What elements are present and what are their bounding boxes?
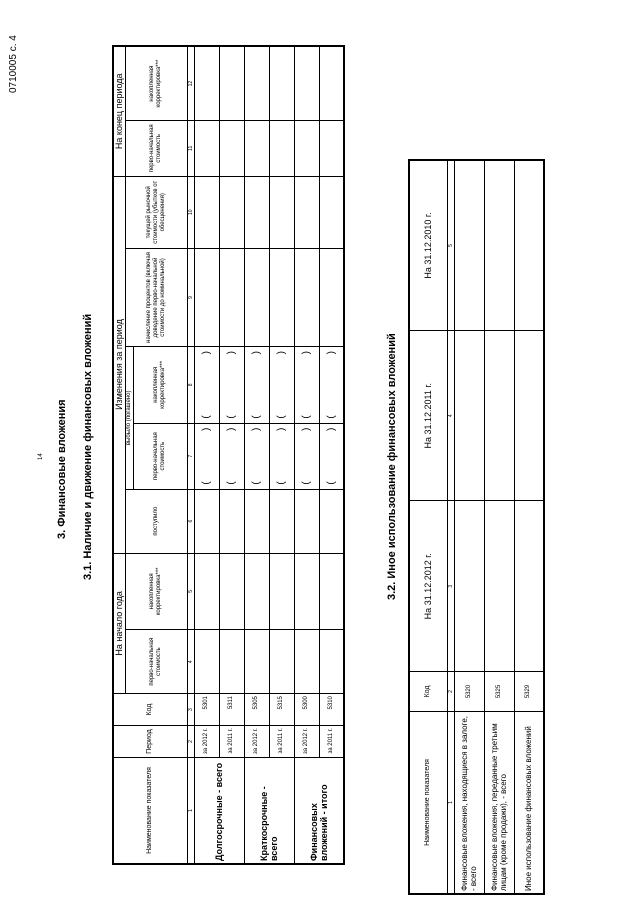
indicator-cell: Иное использование финансовых вложений [514,712,544,894]
value-cell[interactable] [244,176,269,248]
t2-date3-header: На 31.12.2010 г. [409,160,447,331]
other-use-table [408,159,545,895]
table-row [269,46,294,864]
col-number: 3 [447,501,454,671]
t2-column-numbers-row [447,160,454,894]
value-cell[interactable] [244,249,269,347]
value-cell[interactable] [244,346,269,423]
page-number: 14 [38,453,44,460]
value-cell[interactable] [484,331,514,501]
table1-title: 3.1. Наличие и движение финансовых вложений [82,313,94,580]
value-cell[interactable] [269,346,294,423]
value-cell[interactable] [194,346,219,423]
value-cell[interactable] [194,46,219,121]
value-cell[interactable] [294,121,319,176]
value-cell[interactable] [194,553,219,630]
form-code: 0710005 с. 4 [8,35,19,93]
paren-close: ) [325,350,337,355]
value-cell[interactable] [319,346,344,423]
value-cell[interactable] [269,46,294,121]
value-cell[interactable] [294,346,319,423]
value-cell[interactable] [319,489,344,553]
paren-close: ) [325,427,337,431]
col-number: 2 [447,671,454,711]
t2-date2-header: На 31.12.2011 г. [409,331,447,501]
value-cell[interactable] [244,489,269,553]
changes-header: Изменения за период [113,176,125,553]
table-row [319,46,344,864]
value-cell[interactable] [194,121,219,176]
paren-open: ( [251,415,262,419]
period-cell: за 2012 г. [194,726,219,758]
value-cell[interactable] [219,553,244,630]
table-row [244,46,269,864]
value-cell[interactable] [269,423,294,489]
period-cell: за 2011 г. [319,726,344,758]
value-cell[interactable] [319,553,344,630]
code-cell: 5301 [194,694,219,726]
col-number: 1 [447,712,454,894]
financial-investments-table [112,45,345,865]
paren-open: ( [226,481,237,485]
col-number: 1 [187,758,194,865]
code-cell: 5305 [244,694,269,726]
paren-close: ) [276,350,287,355]
value-cell[interactable] [194,489,219,553]
value-cell[interactable] [194,423,219,489]
t2-date1-header: На 31.12.2012 г. [409,501,447,671]
paren-open: ( [276,415,287,419]
value-cell[interactable] [269,176,294,248]
value-cell[interactable] [484,501,514,671]
paren-open: ( [251,481,262,485]
paren-open: ( [201,481,212,485]
value-cell[interactable] [269,553,294,630]
value-cell[interactable] [454,160,484,331]
col-number: 3 [187,694,194,726]
paren-close: ) [251,350,262,355]
paren-open: ( [325,481,337,485]
paren-close: ) [301,427,312,431]
col-number: 5 [447,160,454,331]
paren-close: ) [251,427,262,431]
paren-close: ) [201,427,212,431]
value-cell[interactable] [219,630,244,694]
end-accumulated-adj-header: накопленная корректировка*** [125,46,187,121]
end-initial-cost-header: перво-начальная стоимость [125,121,187,176]
group-label: Краткосрочные - всего [244,758,294,865]
interest-accrual-header: начисление процентов (включая доведение перво-начальной стоимости до номинальной) [125,249,187,347]
col-period-header: Период [113,726,187,758]
value-cell[interactable] [194,249,219,347]
col-number: 4 [447,331,454,501]
value-cell[interactable] [244,121,269,176]
value-cell[interactable] [219,176,244,248]
value-cell[interactable] [219,249,244,347]
code-cell: 5315 [269,694,294,726]
col-number: 12 [187,46,194,121]
table-row [294,46,319,864]
col-number: 8 [187,346,194,423]
table-row [194,46,219,864]
value-cell[interactable] [319,249,344,347]
t2-code-header: Код [409,671,447,711]
col-number: 7 [187,423,194,489]
value-cell[interactable] [514,501,544,671]
value-cell[interactable] [219,489,244,553]
col-number: 11 [187,121,194,176]
code-cell: 5325 [484,671,514,711]
value-cell[interactable] [219,46,244,121]
value-cell[interactable] [294,489,319,553]
col-number: 5 [187,553,194,630]
period-cell: за 2011 г. [269,726,294,758]
col-number: 10 [187,176,194,248]
period-cell: за 2011 г. [219,726,244,758]
value-cell[interactable] [294,553,319,630]
value-cell[interactable] [219,121,244,176]
value-cell[interactable] [294,423,319,489]
value-cell[interactable] [244,630,269,694]
indicator-cell: Финансовые вложения, переданные третьим лицам (кроме продажи), - всего [484,712,514,894]
value-cell[interactable] [514,160,544,331]
col-number: 4 [187,630,194,694]
end-of-period-header: На конец периода [113,46,125,176]
group-label: Долгосрочные - всего [194,758,244,865]
code-cell: 5329 [514,671,544,711]
paren-open: ( [301,415,312,419]
table-row [219,46,244,864]
table2-body [454,160,544,894]
paren-close: ) [226,350,237,355]
disposed-initial-cost-header: перво-начальная стоимость [133,423,187,489]
value-cell[interactable] [294,46,319,121]
value-cell[interactable] [194,176,219,248]
t2-indicator-header: Наименование показателя [409,712,447,894]
value-cell[interactable] [244,46,269,121]
table2-title: 3.2. Иное использование финансовых вложений [386,333,398,600]
paren-open: ( [301,481,312,485]
period-cell: за 2012 г. [294,726,319,758]
value-cell[interactable] [269,249,294,347]
value-cell[interactable] [454,501,484,671]
value-cell[interactable] [244,553,269,630]
paren-close: ) [276,427,287,431]
value-cell[interactable] [269,630,294,694]
table-row [484,160,514,894]
paren-open: ( [201,415,212,419]
code-cell: 5310 [319,694,344,726]
start-of-year-header: На начало года [113,553,125,694]
start-accumulated-adj-header: накопленная корректировка*** [125,553,187,630]
disposed-header: выбыло (погашено) [125,346,133,489]
period-cell: за 2012 г. [244,726,269,758]
received-header: поступило [125,489,187,553]
table-row [454,160,484,894]
col-number: 9 [187,249,194,347]
table-row [514,160,544,894]
paren-close: ) [301,350,312,355]
paren-open: ( [325,415,337,419]
section-title: 3. Финансовые вложения [56,399,68,539]
value-cell[interactable] [219,423,244,489]
paren-open: ( [276,481,287,485]
value-cell[interactable] [514,331,544,501]
indicator-cell: Финансовые вложения, находящиеся в залоге, - всего [454,712,484,894]
start-initial-cost-header: перво-начальная стоимость [125,630,187,694]
disposed-accumulated-adj-header: накопленная корректировка*** [133,346,187,423]
value-cell[interactable] [319,176,344,248]
paren-close: ) [201,350,212,355]
column-numbers-row [187,46,194,864]
value-cell[interactable] [319,46,344,121]
value-cell[interactable] [269,489,294,553]
market-value-header: текущей рыночной стоимости (убытков от обесценения) [125,176,187,248]
col-indicator-header: Наименование показателя [113,758,187,865]
paren-open: ( [226,415,237,419]
col-number: 6 [187,489,194,553]
value-cell[interactable] [319,630,344,694]
code-cell: 5320 [454,671,484,711]
value-cell[interactable] [244,423,269,489]
value-cell[interactable] [294,176,319,248]
value-cell[interactable] [269,121,294,176]
value-cell[interactable] [484,160,514,331]
code-cell: 5300 [294,694,319,726]
value-cell[interactable] [294,249,319,347]
col-number: 2 [187,726,194,758]
value-cell[interactable] [454,331,484,501]
value-cell[interactable] [219,346,244,423]
col-code-header: Код [113,694,187,726]
value-cell[interactable] [194,630,219,694]
value-cell[interactable] [319,423,344,489]
paren-close: ) [226,427,237,431]
value-cell[interactable] [319,121,344,176]
code-cell: 5311 [219,694,244,726]
table1-body [194,46,344,864]
group-label: Финансовых вложений - итого [294,758,344,865]
value-cell[interactable] [294,630,319,694]
